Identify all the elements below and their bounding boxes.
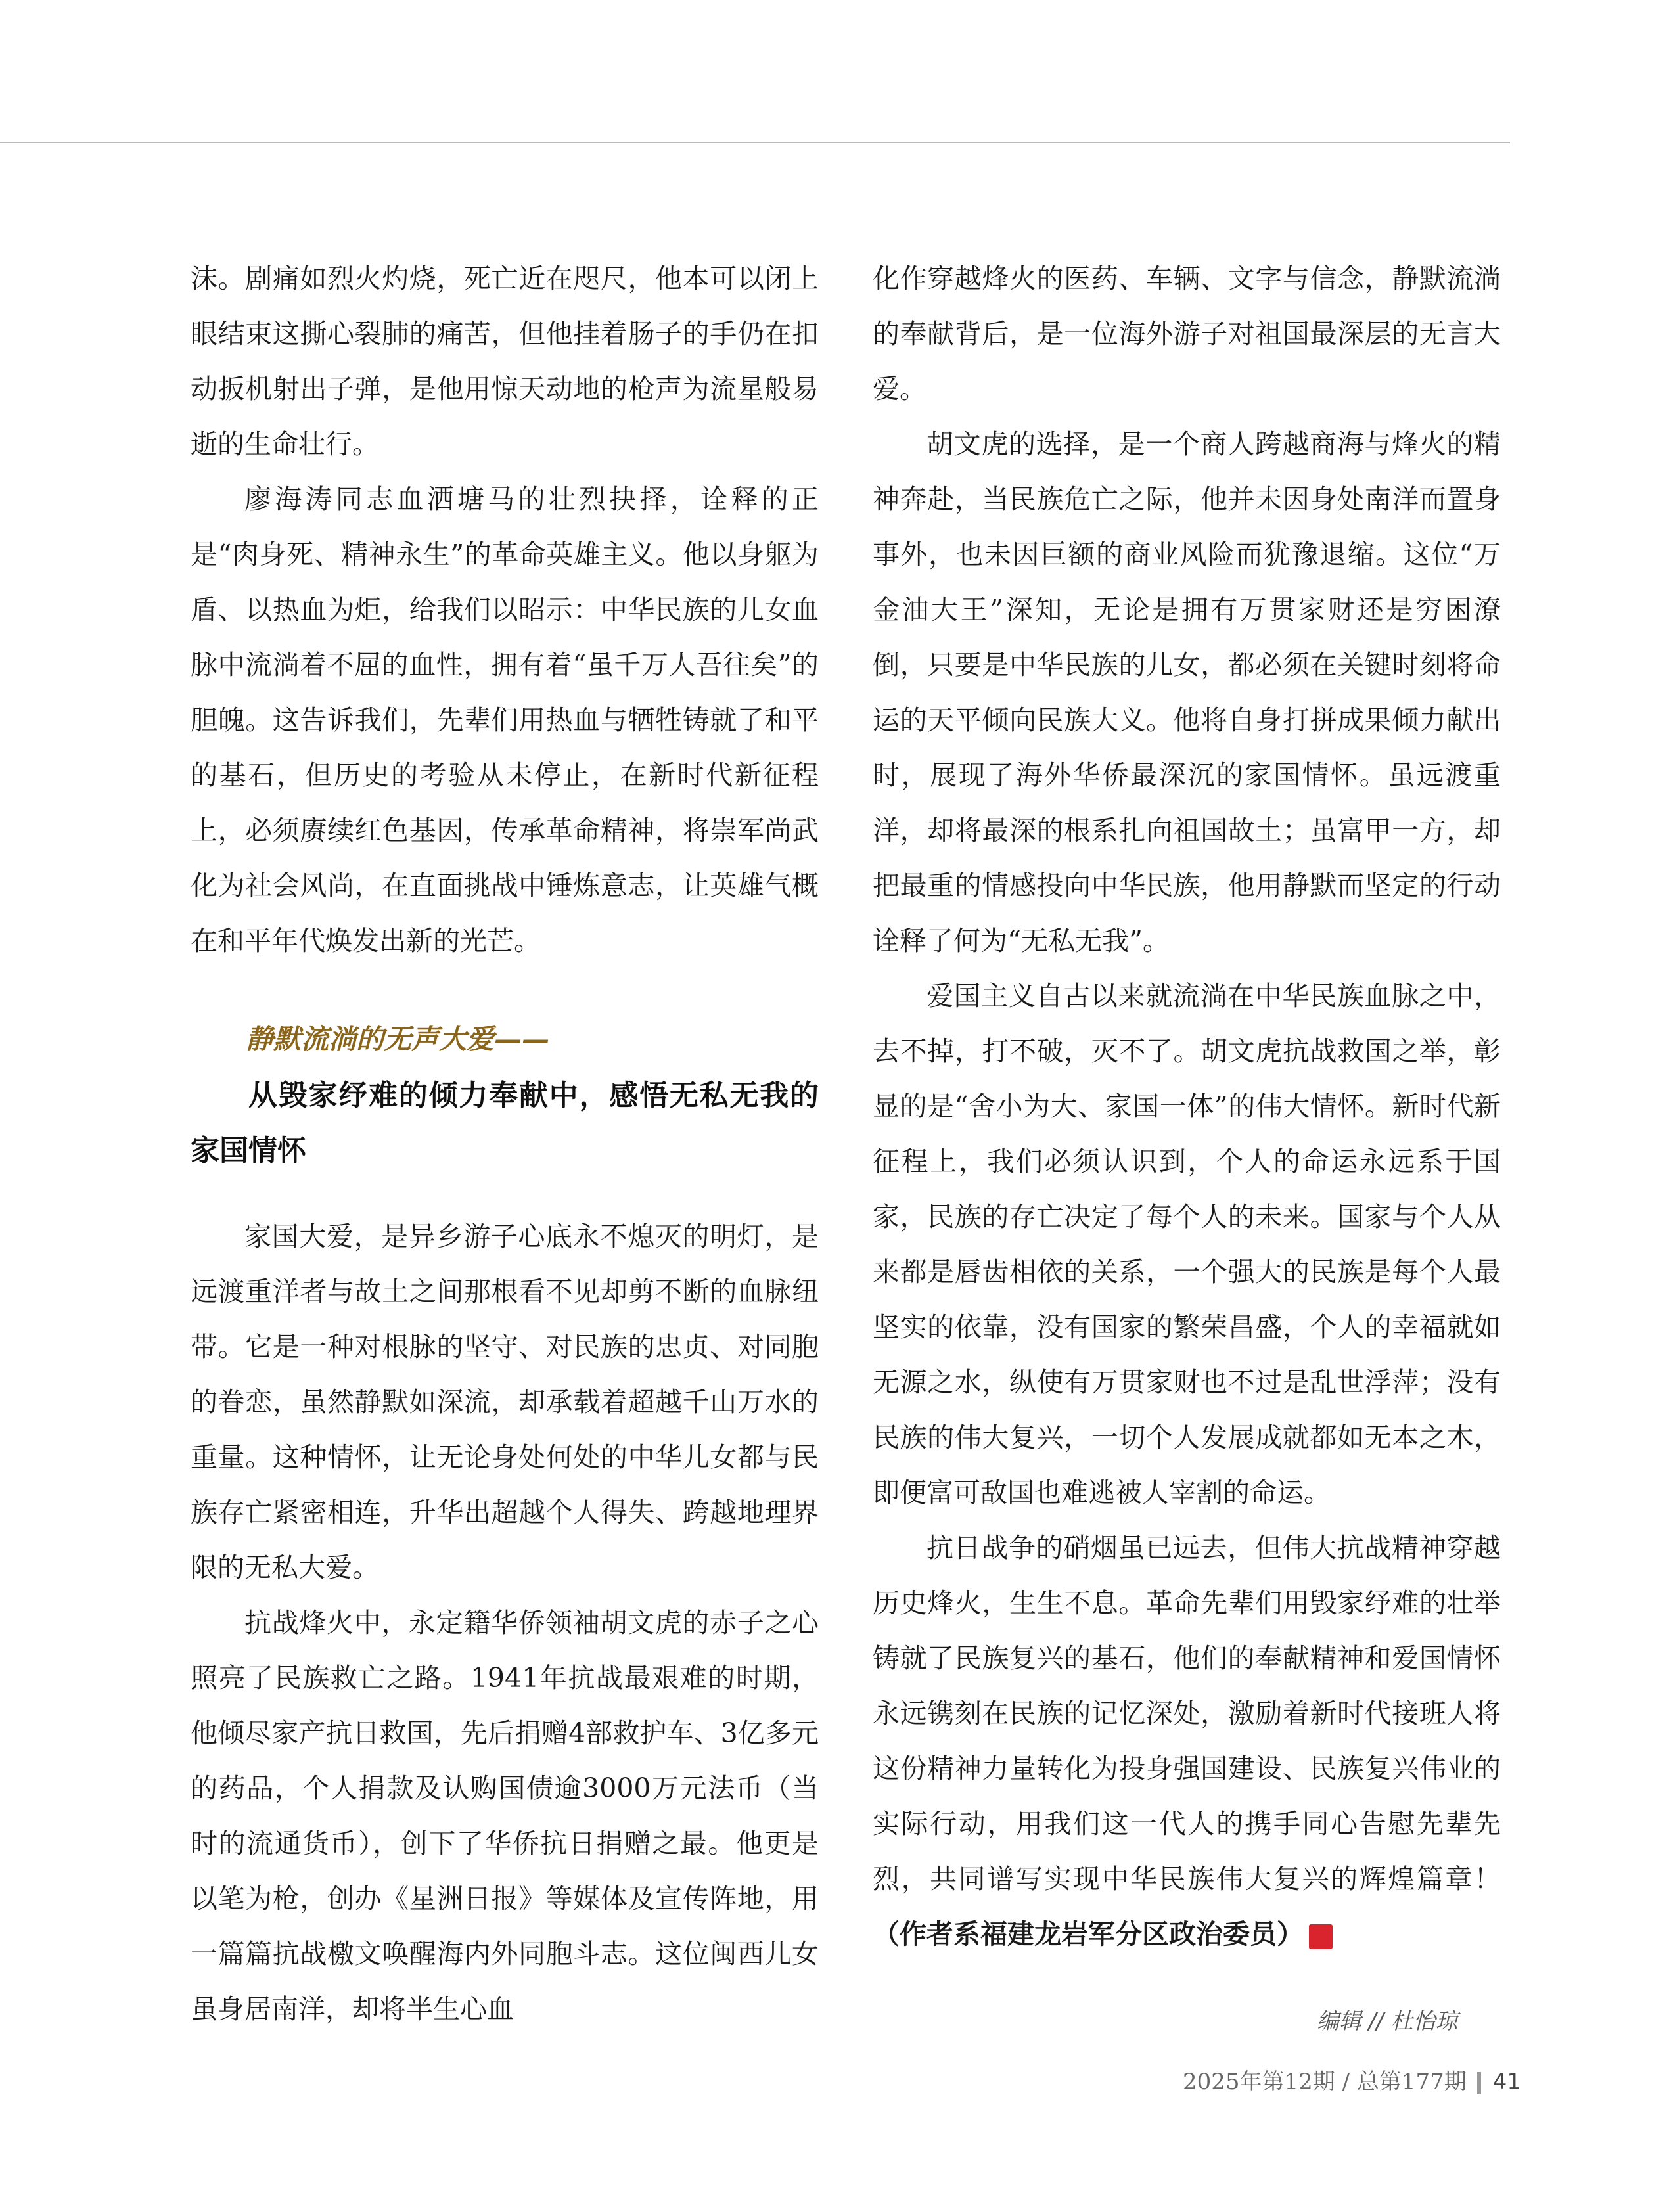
spacer bbox=[191, 968, 819, 1010]
paragraph: 家国大爱，是异乡游子心底永不熄灭的明灯，是远渡重洋者与故土之间那根看不见却剪不断的血脉纽带。它是一种对根脉的坚守、对民族的忠贞、对同胞的眷恋，虽然静默如深流，却承载着超越千山万水的重量。这种情怀，让无论身处何处的中华儿女都与民族存亡紧密相连，升华出超越个人得失、跨越地理界限的无私大爱。 bbox=[191, 1221, 819, 1583]
paragraph-text: 抗日战争的硝烟虽已远去，但伟大抗战精神穿越历史烽火，生生不息。革命先辈们用毁家纾难的壮举铸就了民族复兴的基石，他们的奉献精神和爱国情怀永远镌刻在民族的记忆深处，激励着新时代接班人将这份精神力量转化为投身强国建设、民族复兴伟业的实际行动，用我们这一代人的携手同心告慰先辈先烈，共同谱写实现中华民族伟大复兴的辉煌篇章！ bbox=[873, 1532, 1501, 1895]
paragraph: 化作穿越烽火的医药、车辆、文字与信念，静默流淌的奉献背后，是一位海外游子对祖国最深层的无言大爱。 bbox=[873, 263, 1501, 405]
paragraph: 爱国主义自古以来就流淌在中华民族血脉之中，去不掉，打不破，灭不了。胡文虎抗战救国之举，彰显的是“舍小为大、家国一体”的伟大情怀。新时代新征程上，我们必须认识到，个人的命运永远系于国家，民族的存亡决定了每个人的未来。国家与个人从来都是唇齿相依的关系，一个强大的民族是每个人最坚实的依靠，没有国家的繁荣昌盛，个人的幸福就如无源之水，纵使有万贯家财也不过是乱世浮萍；没有民族的伟大复兴，一切个人发展成就都如无本之木，即便富可敌国也难逃被人宰割的命运。 bbox=[873, 980, 1501, 1508]
editor-credit: 编辑 // 杜怡琼 bbox=[1317, 2008, 1458, 2035]
magazine-g-logo-icon: G bbox=[1309, 1924, 1333, 1949]
left-column bbox=[191, 251, 819, 2037]
page-number: 41 bbox=[1492, 2069, 1522, 2095]
paragraph: 沫。剧痛如烈火灼烧，死亡近在咫尺，他本可以闭上眼结束这撕心裂肺的痛苦，但他挂着肠子的手仍在扣动扳机射出子弹，是他用惊天动地的枪声为流星般易逝的生命壮行。 bbox=[191, 263, 819, 460]
spacer bbox=[191, 1179, 819, 1209]
paragraph: 胡文虎的选择，是一个商人跨越商海与烽火的精神奔赴，当民族危亡之际，他并未因身处南洋而置身事外，也未因巨额的商业风险而犹豫退缩。这位“万金油大王”深知，无论是拥有万贯家财还是穷困潦倒，只要是中华民族的儿女，都必须在关键时刻将命运的天平倾向民族大义。他将自身打拼成果倾力献出时，展现了海外华侨最深沉的家国情怀。虽远渡重洋，却将最深的根系扎向祖国故土；虽富甲一方，却把最重的情感投向中华民族，他用静默而坚定的行动诠释了何为“无私无我”。 bbox=[873, 428, 1501, 957]
header-rule bbox=[0, 142, 1510, 143]
section-heading: 静默流淌的无声大爱—— bbox=[246, 1023, 550, 1055]
page-footer bbox=[1183, 2065, 1521, 2098]
footer-divider bbox=[1477, 2072, 1481, 2094]
paragraph: 廖海涛同志血洒塘马的壮烈抉择，诠释的正是“肉身死、精神永生”的革命英雄主义。他以身躯为盾、以热血为炬，给我们以昭示：中华民族的儿女血脉中流淌着不屈的血性，拥有着“虽千万人吾往矣”的胆魄。这告诉我们，先辈们用热血与牺牲铸就了和平的基石，但历史的考验从未停止，在新时代新征程上，必须赓续红色基因，传承革命精神，将崇军尚武化为社会风尚，在直面挑战中锤炼意志，让英雄气概在和平年代焕发出新的光芒。 bbox=[191, 484, 819, 957]
section-subheading: 从毁家纾难的倾力奉献中，感悟无私无我的家国情怀 bbox=[191, 1079, 819, 1167]
paragraph-closing bbox=[873, 1520, 1501, 1962]
author-note: （作者系福建龙岩军分区政治委员） bbox=[873, 1918, 1304, 1950]
issue-info: 2025年第12期 / 总第177期 bbox=[1183, 2069, 1467, 2095]
right-column bbox=[873, 251, 1501, 1962]
paragraph: 抗战烽火中，永定籍华侨领袖胡文虎的赤子之心照亮了民族救亡之路。1941年抗战最艰难的时期，他倾尽家产抗日救国，先后捐赠4部救护车、3亿多元的药品，个人捐款及认购国债逾3000万元法币（当时的流通货币），创下了华侨抗日捐赠之最。他更是以笔为枪，创办《星洲日报》等媒体及宣传阵地，用一篇篇抗战檄文唤醒海内外同胞斗志。这位闽西儿女虽身居南洋，却将半生心血 bbox=[191, 1607, 819, 2025]
